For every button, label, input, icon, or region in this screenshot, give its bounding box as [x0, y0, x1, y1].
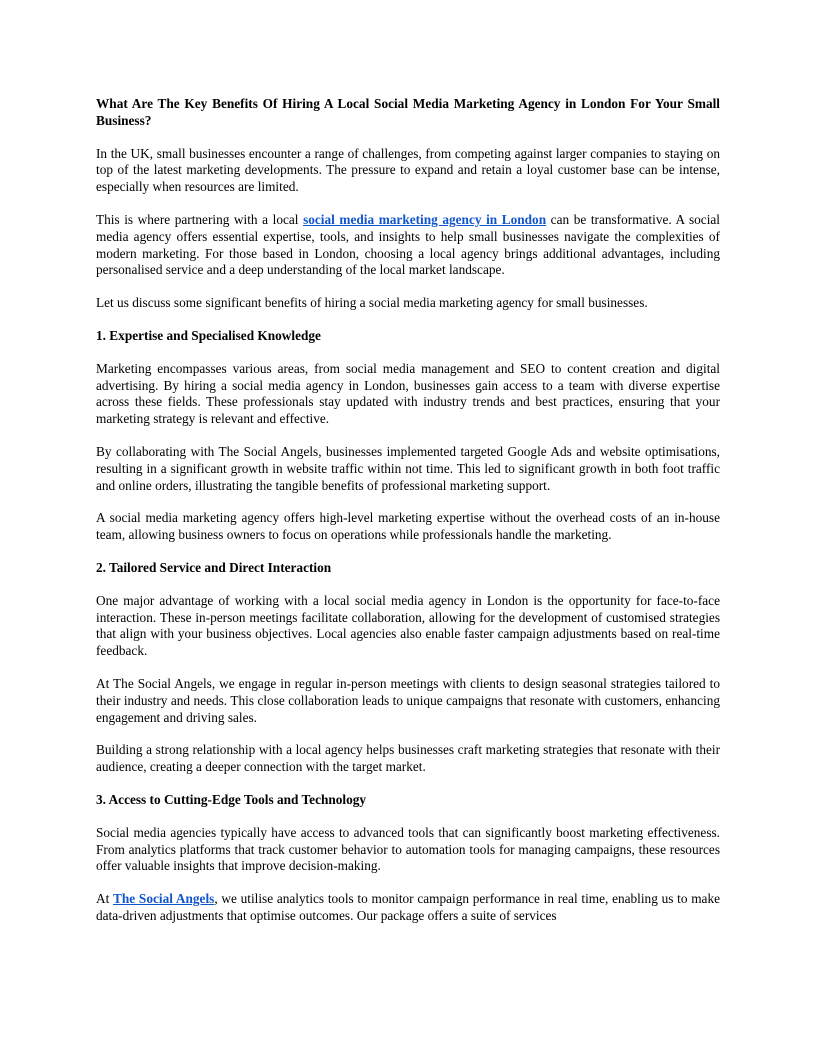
- intro-paragraph-3: Let us discuss some significant benefits of hiring a social media marketing agency for small businesses.: [96, 295, 648, 311]
- section-3-paragraph-1: Social media agencies typically have access to advanced tools that can significantly boost marketing effectiveness. From analytics platforms that track customer behavior to automation tools for managing campaigns, these resources offer valuable insights that improve decision-making.: [96, 824, 720, 874]
- section-heading-tailored-service: 2. Tailored Service and Direct Interaction: [96, 559, 332, 575]
- document-title: What Are The Key Benefits Of Hiring A Local Social Media Marketing Agency in London For Your Small Business?: [96, 96, 720, 128]
- section-heading-tools-technology: 3. Access to Cutting-Edge Tools and Technology: [96, 791, 367, 807]
- social-media-agency-link[interactable]: social media marketing agency in London: [303, 211, 547, 227]
- intro-paragraph-2-text-before: This is where partnering with a local: [96, 211, 304, 227]
- section-3-paragraph-2: [96, 891, 720, 925]
- section-1-paragraph-2: By collaborating with The Social Angels, businesses implemented targeted Google Ads and website optimisations, resulting in a significant growth in website traffic within not time. This led to significant growth in both foot traffic and online orders, illustrating the tangible benefits of professional marketing support.: [96, 443, 720, 493]
- section-1-paragraph-3: A social media marketing agency offers high-level marketing expertise without the overhead costs of an in-house team, allowing business owners to focus on operations while professionals handle the marketing.: [96, 510, 720, 543]
- document-page: [96, 96, 720, 941]
- intro-paragraph-2-text-after: can be transformative. A social media agency offers essential expertise, tools, and insights to help small businesses navigate the complexities of modern marketing. For those based in London, choosing a local agency brings additional advantages, including personalised service and a deep understanding of the local market landscape.: [96, 211, 721, 278]
- section-2-paragraph-1: One major advantage of working with a local social media agency in London is the opportunity for face-to-face interaction. These in-person meetings facilitate collaboration, allowing for the development of customised strategies that align with your business objectives. Local agencies also enable faster campaign adjustments based on real-time feedback.: [96, 592, 720, 659]
- section-3-paragraph-2-text-before: At: [96, 891, 114, 907]
- section-2-paragraph-3: Building a strong relationship with a local agency helps businesses craft marketing strategies that resonate with their audience, creating a deeper connection with the target market.: [96, 742, 720, 775]
- section-3-paragraph-2-text-after: , we utilise analytics tools to monitor campaign performance in real time, enabling us to make data-driven adjustments that optimise outcomes. Our package offers a suite of services: [96, 891, 720, 923]
- section-1-paragraph-1: Marketing encompasses various areas, from social media management and SEO to content creation and digital advertising. By hiring a social media agency in London, businesses gain access to a team with diverse expertise across these fields. These professionals stay updated with industry trends and best practices, ensuring that your marketing strategy is relevant and effective.: [96, 360, 720, 427]
- the-social-angels-link[interactable]: The Social Angels: [113, 891, 215, 907]
- section-2-paragraph-2: At The Social Angels, we engage in regular in-person meetings with clients to design seasonal strategies tailored to their industry and needs. This close collaboration leads to unique campaigns that resonate with customers, enhancing engagement and driving sales.: [96, 675, 720, 725]
- intro-paragraph-2: [96, 212, 720, 279]
- intro-paragraph-1: In the UK, small businesses encounter a range of challenges, from competing against larger companies to staying on top of the latest marketing developments. The pressure to expand and retain a loyal customer base can be intense, especially when resources are limited.: [96, 145, 720, 195]
- section-heading-expertise: 1. Expertise and Specialised Knowledge: [96, 327, 321, 343]
